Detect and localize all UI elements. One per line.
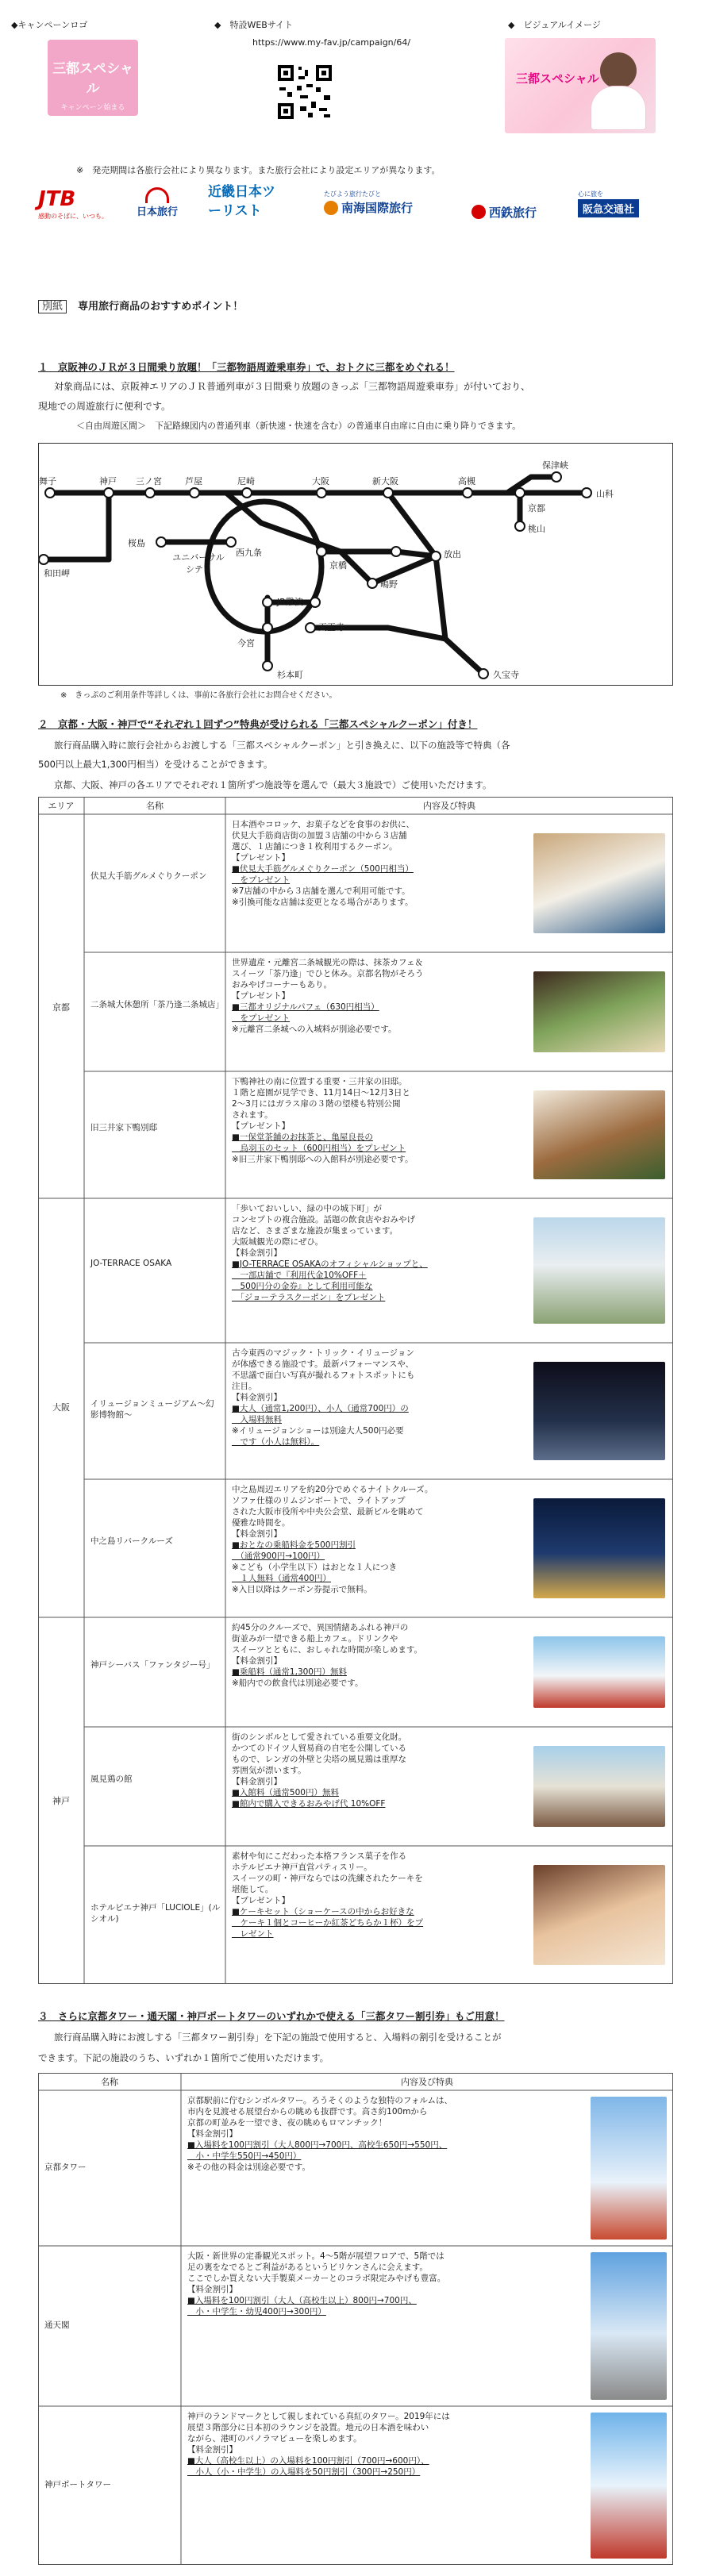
station-kyuhoji: 久宝寺 xyxy=(493,670,519,680)
facility-photo xyxy=(533,1746,665,1827)
tower-content-line: ■大人（高校生以上）の入場料を100円割引（700円→600円）、 xyxy=(187,2456,429,2466)
coupon-content-line: ■おとなの乗船料金を500円割引 xyxy=(232,1540,356,1550)
station-kobe: 神戸 xyxy=(99,476,117,486)
coupon-content-line: 中之島周辺エリアを約20分でめぐるナイトクルーズ。 xyxy=(232,1485,433,1494)
campaign-logo-text: 三都スペシャル xyxy=(52,61,133,97)
section1-note: ※ きっぷのご利用条件等詳しくは、事前に各旅行会社にお問合せください。 xyxy=(60,691,337,700)
tower-content-line: 大阪・新世界の定番観光スポット。4〜5階が展望フロアで、5階では xyxy=(187,2251,445,2261)
coupon-facility-name: 神戸シーバス「ファンタジー号」 xyxy=(90,1660,215,1670)
coupon-content-line: ■伏見大手筋グルメぐりクーポン（500円相当） xyxy=(232,864,414,874)
tower-name: 神戸ポートタワー xyxy=(44,2480,111,2489)
coupon-facility-name: イリュージョンミュージアム～幻影博物館～ xyxy=(90,1399,214,1420)
station-nishikujo: 西九条 xyxy=(236,548,262,558)
coupon-content xyxy=(232,1484,527,1595)
coupon-content-line: 堪能して。 xyxy=(232,1885,274,1894)
coupon-content-line: ■大人（通常1,200円）、小人（通常700円）の xyxy=(232,1404,409,1413)
coupon-content-line: が体感できる施設です。最新パフォーマンスや、 xyxy=(232,1359,414,1369)
coupon-content-line: 注目。 xyxy=(232,1382,257,1391)
coupon-content-line: 街並みが一望できる船上カフェ。ドリンクや xyxy=(232,1634,398,1644)
coupon-content-line: （通常900円→100円） xyxy=(232,1551,325,1561)
facility-photo xyxy=(533,1362,665,1460)
coupon-content-line: 下鴨神社の南に位置する重要・三井家の旧邸。 xyxy=(232,1077,407,1086)
web-site-url[interactable]: https://www.my-fav.jp/campaign/64/ xyxy=(252,37,411,48)
tower-table xyxy=(38,2073,673,2565)
company-logo-hankyu: 心に旅を 阪急交通社 xyxy=(578,189,665,227)
col-name: 名称 xyxy=(146,801,164,811)
section1-heading: １ 京阪神のＪＲが３日間乗り放題！「三都物語周遊乗車券」で、おトクに三都をめぐれる！ xyxy=(38,361,455,373)
tower-photo xyxy=(591,2252,667,2400)
section1-body1: 対象商品には、京阪神エリアのＪＲ普通列車が３日間乗り放題のきっぷ「三都物語周遊乗車券」が付いており、 xyxy=(54,381,531,392)
station-hozukyo: 保津峡 xyxy=(542,460,568,471)
coupon-facility-name: JO-TERRACE OSAKA xyxy=(90,1259,172,1268)
station-momoyama: 桃山 xyxy=(528,524,545,534)
sales-note: ※ 発売期間は各旅行会社により異なります。また旅行会社により設定エリアが異なります。 xyxy=(76,165,441,175)
facility-photo xyxy=(533,833,665,933)
station-osaka: 大阪 xyxy=(312,476,329,486)
coupon-content xyxy=(232,1203,527,1303)
tower-content-line: ■入場料を100円割引（大人（高校生以上）800円→700円、 xyxy=(187,2296,417,2305)
visual-image-title: 三都スペシャル xyxy=(516,71,599,86)
company-logo-nankai: たびよう旅行たびと 南海国際旅行 xyxy=(324,190,414,215)
section1-body2: 現地での周遊旅行に便利です。 xyxy=(38,401,171,412)
station-yamashina: 山科 xyxy=(596,489,614,499)
title-text: 専用旅行商品のおすすめポイント！ xyxy=(78,301,244,313)
coupon-content xyxy=(232,1732,527,1809)
tower-content xyxy=(187,2251,584,2317)
visual-image-label: ◆ ビジュアルイメージ xyxy=(508,20,601,30)
coupon-content xyxy=(232,1348,527,1448)
campaign-logo-label: ◆キャンペーンロゴ xyxy=(11,20,88,30)
campaign-logo xyxy=(48,40,138,116)
coupon-content-line: された大阪市役所や中央公会堂、最新ビルを眺めて xyxy=(232,1507,424,1517)
coupon-content-line: 世界遺産・元離宮二条城観光の際は、抹茶カフェ＆ xyxy=(232,958,423,967)
coupon-content-line: ■三都オリジナルパフェ（630円相当） xyxy=(232,1002,379,1012)
coupon-content-line: 【料金割引】 xyxy=(232,1656,282,1666)
facility-photo xyxy=(533,1498,665,1598)
station-kyoto: 京都 xyxy=(528,503,545,513)
coupon-content-line: です（小人は無料）。 xyxy=(232,1437,320,1447)
coupon-content-line: 烏羽玉のセット（600円相当）をプレゼント xyxy=(232,1144,406,1153)
coupon-content-line: おみやげコーナーもあり。 xyxy=(232,980,332,990)
tower-photo xyxy=(591,2413,667,2559)
coupon-content-line: ■館内で購入できるおみやげ代 10%OFF xyxy=(232,1799,386,1809)
station-shigino: 鴫野 xyxy=(380,579,398,590)
section3-heading: ３ さらに京都タワー・通天閣・神戸ポートタワーのいずれかで使える「三都タワー割引券」もご用意！ xyxy=(38,2010,505,2022)
coupon-facility-name: 伏見大手筋グルメぐりクーポン xyxy=(90,871,207,881)
coupon-content-line: 雰囲気が漂います。 xyxy=(232,1766,306,1775)
page-title xyxy=(38,300,243,314)
coupon-content-line: 不思議で面白い写真が撮れるフォトスポットにも xyxy=(232,1371,415,1380)
tower-photo xyxy=(591,2097,667,2240)
coupon-content-line: ソファ仕様のリムジンボートで、ライトアップ xyxy=(232,1496,406,1505)
station-kyobashi: 京橋 xyxy=(329,560,347,571)
coupon-facility-name: 二条城大休憩所「茶乃逢二条城店」 xyxy=(90,1000,224,1009)
coupon-content-line: 優雅な時間を。 xyxy=(232,1518,291,1528)
tower-name: 通天閣 xyxy=(44,2320,70,2330)
station-imamiya: 今宮 xyxy=(237,638,255,648)
web-site-label: ◆ 特設WEBサイト xyxy=(214,20,294,30)
coupon-content-line: 【料金割引】 xyxy=(232,1393,282,1402)
tower-content-line: ※その他の料金は別途必要です。 xyxy=(187,2163,310,2172)
station-ashiya: 芦屋 xyxy=(185,476,202,486)
coupon-content-line: 選び、１店舗につき１枚利用するクーポン。 xyxy=(232,842,398,852)
coupon-content-line: 【料金割引】 xyxy=(232,1777,282,1786)
model-head-shape xyxy=(600,52,637,89)
station-sannomiya: 三ノ宮 xyxy=(136,476,162,486)
section2-body1: 旅行商品購入時に旅行会社からお渡しする「三都スペシャルクーポン」と引き換えに、以下の施設等で特典（各 xyxy=(54,740,510,751)
visual-image xyxy=(505,38,656,133)
coupon-content-line: 約45分のクルーズで、異国情緒あふれる神戸の xyxy=(232,1623,409,1632)
area-osaka: 大阪 xyxy=(52,1402,70,1413)
coupon-facility-name: 旧三井家下鴨別邸 xyxy=(90,1123,157,1132)
station-universal-city: ユニバーサルシティ xyxy=(172,552,225,575)
company-logo-jtb: JTB 感動のそばに、いつも。 xyxy=(38,187,108,220)
coupon-content-line: 【料金割引】 xyxy=(232,1529,282,1539)
tower-content-line: ながら、港町のパノラマビューを楽しめます。 xyxy=(187,2434,362,2443)
coupon-content-line: 日本酒やコロッケ、お菓子などを食事のお供に、 xyxy=(232,820,415,829)
tower-content-line: 市内を見渡せる展望台からの眺めも抜群です。高さ約100mから xyxy=(187,2107,428,2117)
company-logo-nishitetsu: 西鉄旅行 xyxy=(471,200,559,224)
station-maiko: 舞子 xyxy=(39,476,56,486)
tower-content-line: 京都の町並みを一望でき、夜の眺めもロマンチック！ xyxy=(187,2118,387,2128)
tower-content-line: 小・中学生・幼児400円→300円） xyxy=(187,2307,326,2316)
coupon-content-line: されます。 xyxy=(232,1110,273,1120)
coupon-content-line: 【プレゼント】 xyxy=(232,991,291,1001)
coupon-content-line: ■一保堂茶舗のお抹茶と、亀屋良長の xyxy=(232,1132,373,1142)
tower-col-name: 名称 xyxy=(101,2077,118,2087)
station-hanaten: 放出 xyxy=(444,549,461,559)
coupon-content-line: 入場料無料 xyxy=(232,1415,282,1424)
station-amagasaki: 尼崎 xyxy=(237,476,255,486)
coupon-facility-name: 風見鶏の館 xyxy=(90,1774,133,1784)
coupon-content-line: をプレゼント xyxy=(232,1013,291,1023)
tower-content-line: 展望３階部分に日本初のラウンジを設置。地元の日本酒を味わい xyxy=(187,2423,429,2432)
coupon-content-line: ■ケーキセット（ショーケースの中からお好きな xyxy=(232,1907,414,1917)
coupon-content-line: 素材や旬にこだわった本格フランス菓子を作る xyxy=(232,1851,407,1861)
coupon-content xyxy=(232,1076,527,1165)
coupon-content-line: ■JO-TERRACE OSAKAのオフィシャルショップと、 xyxy=(232,1259,428,1269)
coupon-content-line: スイーツの町・神戸ならではの洗練されたケーキを xyxy=(232,1874,423,1883)
coupon-content-line: 「ジョーテラスクーポン」をプレゼント xyxy=(232,1293,386,1302)
coupon-table xyxy=(38,797,673,1984)
coupon-content-line: 一部店舗で『利用代金10%OFF＋ xyxy=(232,1271,367,1280)
model-body-shape xyxy=(591,86,646,130)
section2-body2: 500円以上最大1,300円相当）を受けることができます。 xyxy=(38,759,273,770)
title-tag: 別紙 xyxy=(38,300,67,313)
coupon-content-line: 伏見大手筋商店街の加盟３店舗の中から３店舗 xyxy=(232,831,407,840)
coupon-content-line: １人無料（通常400円） xyxy=(232,1574,332,1583)
coupon-content-line: 【プレゼント】 xyxy=(232,1896,291,1905)
tower-name: 京都タワー xyxy=(44,2163,87,2172)
coupon-content-line: ケーキ１個とコーヒーか紅茶どちらか１杯）をプ xyxy=(232,1918,424,1928)
rail-map xyxy=(38,443,673,686)
coupon-content xyxy=(232,819,527,908)
station-sakurajima: 桜島 xyxy=(128,538,145,548)
facility-photo xyxy=(533,1865,665,1965)
coupon-content-line: 大阪城観光の際にぜひ。 xyxy=(232,1237,324,1247)
coupon-content-line: 【プレゼント】 xyxy=(232,1121,291,1131)
facility-photo xyxy=(533,1636,665,1708)
coupon-content xyxy=(232,957,527,1035)
coupon-content-line: ■乗船料（通常1,300円）無料 xyxy=(232,1667,347,1677)
coupon-content-line: レゼント xyxy=(232,1929,274,1939)
tower-content-line: 小・中学生550円→450円） xyxy=(187,2151,302,2161)
station-tennoji: 天王寺 xyxy=(318,622,344,632)
company-logo-nippon-travel: 日本旅行 xyxy=(125,187,189,227)
coupon-content-line: 【料金割引】 xyxy=(232,1248,282,1258)
coupon-content-line: ※引換可能な店舗は変更となる場合があります。 xyxy=(232,898,414,907)
coupon-content-line: 店など、さまざまな施設が集まっています。 xyxy=(232,1226,398,1236)
tower-col-content: 内容及び特典 xyxy=(401,2077,453,2087)
coupon-content-line: ■入館料（通常500円）無料 xyxy=(232,1788,339,1797)
section2-heading: ２ 京都・大阪・神戸で“それぞれ１回ずつ”特典が受けられる「三都スペシャルクーポン」付き！ xyxy=(38,718,478,730)
tower-content-line: 【料金割引】 xyxy=(187,2285,237,2294)
coupon-content-line: かつてのドイツ人貿易商の自宅を公開している xyxy=(232,1744,406,1753)
tower-content xyxy=(187,2095,584,2173)
coupon-content-line: ※イリュージョンショーは別途大人500円必要 xyxy=(232,1426,404,1436)
coupon-content-line: 2～3月にはガラス扉の３階の望楼も特別公開 xyxy=(232,1099,401,1109)
coupon-content-line: １階と庭園が見学でき、11月14日～12月3日と xyxy=(232,1088,410,1098)
coupon-content xyxy=(232,1851,527,1940)
coupon-content-line: ※入目以降はクーポン券提示で無料。 xyxy=(232,1585,372,1594)
col-area: エリア xyxy=(48,801,75,811)
area-kobe: 神戸 xyxy=(52,1796,70,1806)
tower-content-line: ■入場料を100円割引（大人800円→700円、高校生650円→550円、 xyxy=(187,2140,448,2150)
coupon-content xyxy=(232,1622,527,1689)
facility-photo xyxy=(533,1090,665,1179)
section2-body3: 京都、大阪、神戸の各エリアでそれぞれ１箇所ずつ施設等を選んで（最大３施設で）ご使用いただけます。 xyxy=(54,779,492,790)
station-shin-osaka: 新大阪 xyxy=(372,476,398,486)
facility-photo xyxy=(533,971,665,1052)
station-sugimotocho: 杉本町 xyxy=(277,670,303,680)
station-takatsuki: 高槻 xyxy=(458,476,475,486)
coupon-content-line: ※船内での飲食代は別途必要です。 xyxy=(232,1678,364,1688)
coupon-facility-name: 中之島リバークルーズ xyxy=(90,1536,173,1546)
section3-body2: できます。下記の施設のうち、いずれか１箇所でご使用いただけます。 xyxy=(38,2052,329,2063)
coupon-content-line: ※7店舗の中から３店舗を選んで利用可能です。 xyxy=(232,886,410,896)
coupon-content-line: ※旧三井家下鴨別邸への入館料が別途必要です。 xyxy=(232,1155,414,1164)
station-jr-namba: JR難波 xyxy=(277,597,303,607)
section1-body3: ＜自由周遊区間＞ 下記路線図内の普通列車（新快速・快速を含む）の普通車自由席に自由に乗り降りできます。 xyxy=(76,421,521,431)
coupon-content-line: 街のシンボルとして愛されている重要文化財。 xyxy=(232,1732,407,1742)
tower-content xyxy=(187,2411,584,2478)
tower-content-line: 足の裏をなでるとご利益があるというビリケンさんに会えます。 xyxy=(187,2263,428,2272)
company-logo-knt: 近畿日本ツーリスト xyxy=(208,184,275,219)
coupon-facility-name: ホテルピエナ神戸「LUCIOLE」(ルシオル) xyxy=(90,1903,221,1924)
tower-content-line: ここでしか買えない大手製菓メーカーとのコラボ限定みやげも豊富。 xyxy=(187,2274,446,2283)
section3-body1: 旅行商品購入時にお渡しする「三都タワー割引券」を下記の施設で使用すると、入場料の割引を受けることが xyxy=(54,2032,502,2043)
coupon-content-line: をプレゼント xyxy=(232,875,291,885)
tower-content-line: 【料金割引】 xyxy=(187,2445,237,2455)
coupon-content-line: スイーツとともに、おしゃれな時間が楽しめます。 xyxy=(232,1645,423,1655)
campaign-logo-sub: キャンペーン始まる xyxy=(60,104,125,112)
tower-content-line: 小人（小・中学生）の入場料を50円割引（300円→250円） xyxy=(187,2467,421,2477)
coupon-content-line: ※こども（小学生以下）はおとな１人につき xyxy=(232,1563,398,1572)
coupon-content-line: もので、レンガの外壁と尖塔の風見鶏は重厚な xyxy=(232,1755,407,1764)
facility-photo xyxy=(533,1217,665,1324)
coupon-content-line: ホテルピエナ神戸直営パティスリー。 xyxy=(232,1863,372,1872)
qr-code-icon[interactable] xyxy=(276,63,333,121)
coupon-content-line: 500円分の金券』として利用可能な xyxy=(232,1282,373,1291)
tower-content-line: 京都駅前に佇むシンボルタワー。ろうそくのような独特のフォルムは、 xyxy=(187,2096,452,2105)
station-wadamisaki: 和田岬 xyxy=(44,568,70,579)
coupon-content-line: コンセプトの複合施設。話題の飲食店やおみやげ xyxy=(232,1215,415,1225)
area-kyoto: 京都 xyxy=(52,1002,70,1013)
tower-content-line: 神戸のランドマークとして親しまれている真紅のタワー。2019年には xyxy=(187,2412,450,2421)
col-content: 内容及び特典 xyxy=(423,801,475,811)
coupon-content-line: 古今東西のマジック・トリック・イリュージョン xyxy=(232,1348,414,1358)
coupon-content-line: スイーツ「茶乃逢」でひと休み。京都名物がそろう xyxy=(232,969,424,978)
coupon-content-line: ※元離宮二条城への入城料が別途必要です。 xyxy=(232,1025,397,1034)
tower-content-line: 【料金割引】 xyxy=(187,2129,237,2139)
coupon-content-line: 「歩いておいしい、緑の中の城下町」が xyxy=(232,1204,382,1213)
coupon-content-line: 【プレゼント】 xyxy=(232,853,291,863)
